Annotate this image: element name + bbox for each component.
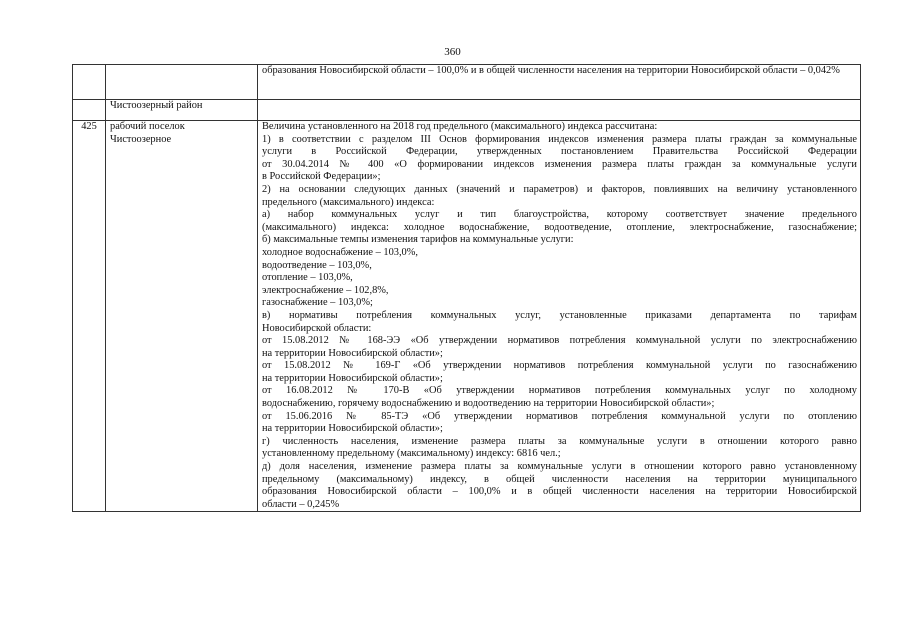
settlement-name-line: рабочий поселок: [110, 121, 185, 132]
index-description-cell: [258, 100, 861, 121]
description-line: 1) в соответствии с разделом III Основ формирования индексов изменения размера платы граждан за коммунальные: [262, 133, 857, 145]
description-line: от 30.04.2014 № 400 «О формировании индексов изменения размера платы граждан за коммунальные услуги: [262, 158, 857, 170]
page-number: 360: [444, 46, 461, 58]
description-line: от 16.08.2012 № 170-В «Об утверждении нормативов потребления коммунальных услуг по холодному: [262, 385, 857, 397]
description-line: на территории Новосибирской области»;: [262, 347, 443, 359]
description-line: предельному (максимальному) индексу, в общей численности населения на территории муниципального: [262, 473, 857, 485]
description-line: на территории Новосибирской области»;: [262, 423, 443, 435]
description-line: в Российской Федерации»;: [262, 171, 381, 183]
description-line: в) нормативы потребления коммунальных услуг, установленные приказами департамента по тарифам: [262, 309, 857, 321]
description-line: водоснабжению, горячему водоснабжению и водоотведению на территории Новосибирской области»;: [262, 398, 715, 410]
description-line: установленному предельному (максимальному) индексу: 6816 чел.;: [262, 448, 561, 460]
description-line: предельного (максимального) индекса:: [262, 196, 435, 208]
description-line: от 15.08.2012 № 169-Г «Об утверждении нормативов потребления коммунальной услуги по газоснабжению: [262, 360, 857, 372]
description-line: образования Новосибирской области – 100,0% и в общей численности населения на территории Новосибирской: [262, 486, 857, 498]
description-line: электроснабжение – 102,8%,: [262, 284, 389, 296]
description-line: услуги в Российской Федерации, утвержденных постановлением Правительства Российской Федерации: [262, 146, 857, 158]
table-row-425: [73, 121, 861, 512]
description-line: на территории Новосибирской области»;: [262, 372, 443, 384]
description-line: от 15.08.2012 № 168-ЭЭ «Об утверждении нормативов потребления коммунальной услуги по электроснабжению: [262, 335, 857, 347]
row-number-cell: [73, 100, 106, 121]
row-number-cell: 425: [73, 121, 106, 512]
description-line: холодное водоснабжение – 103,0%,: [262, 246, 419, 258]
description-line: от 15.06.2016 № 85-ТЭ «Об утверждении нормативов потребления коммунальной услуги по отоплению: [262, 410, 857, 422]
description-line: г) численность населения, изменение размера платы за коммунальные услуги в отношении которого равно: [262, 435, 857, 447]
index-description-cell: образования Новосибирской области – 100,0% и в общей численности населения на территории Новосибирской области – 0,042%: [258, 65, 861, 100]
description-line: Величина установленного на 2018 год предельного (максимального) индекса рассчитана:: [262, 121, 658, 132]
description-line: отопление – 103,0%,: [262, 272, 353, 284]
description-line: области – 0,245%: [262, 498, 340, 510]
table-row-continuation: [73, 65, 861, 100]
tariff-index-table: [72, 64, 861, 512]
description-line: (максимального) индекса: холодное водоснабжение, водоотведение, отопление, электроснабжение, газоснабжение;: [262, 221, 857, 233]
row-number-cell: [73, 65, 106, 100]
description-line: водоотведение – 103,0%,: [262, 259, 372, 271]
settlement-name-cell: [106, 65, 258, 100]
description-line: 2) на основании следующих данных (значений и параметров) и факторов, повлиявших на величину установленного: [262, 183, 857, 195]
settlement-name-cell: [106, 121, 258, 512]
description-line: а) набор коммунальных услуг и тип благоустройства, которому соответствует значение предельного: [262, 209, 857, 221]
index-description-cell: [258, 121, 861, 512]
description-line: газоснабжение – 103,0%;: [262, 297, 373, 309]
settlement-name-line: Чистоозерное: [110, 133, 172, 145]
description-line: Новосибирской области:: [262, 322, 372, 334]
description-line: б) максимальные темпы изменения тарифов на коммунальные услуги:: [262, 234, 574, 246]
table-row-district: [73, 100, 861, 121]
district-name-cell: Чистоозерный район: [106, 100, 258, 121]
description-line: д) доля населения, изменение размера платы за коммунальные услуги в отношении которого равно установленному: [262, 461, 857, 473]
